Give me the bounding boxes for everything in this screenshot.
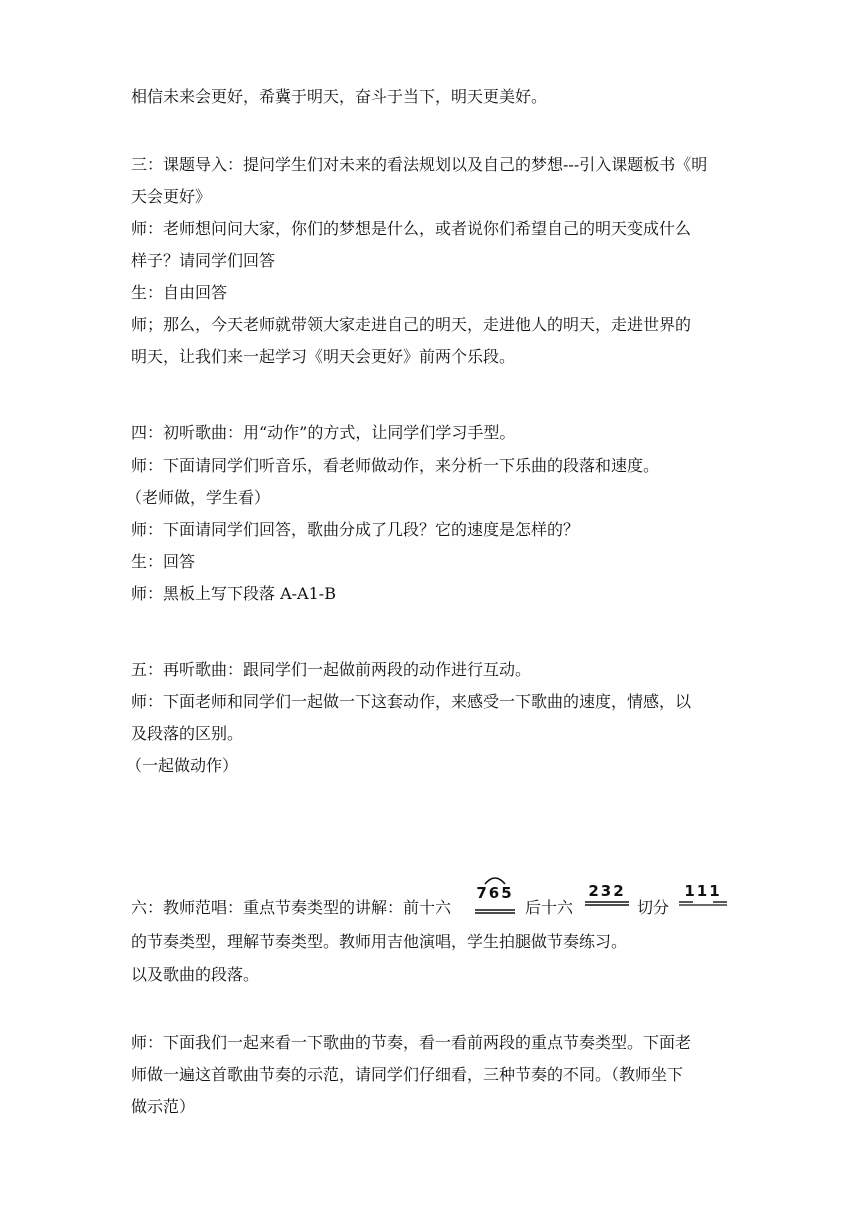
text-line: 生：自由回答 bbox=[131, 283, 228, 302]
text-line: 明天，让我们来一起学习《明天会更好》前两个乐段。 bbox=[131, 347, 516, 366]
text-line: 做示范） bbox=[131, 1097, 196, 1116]
text-line: 师：下面老师和同学们一起做一下这套动作，来感受一下歌曲的速度，情感，以 bbox=[131, 692, 692, 711]
text-line: 师：黑板上写下段落 A-A1-B bbox=[131, 584, 336, 603]
text-line: 及段落的区别。 bbox=[131, 724, 244, 743]
section-heading: 五：再听歌曲：跟同学们一起做前两段的动作进行互动。 bbox=[131, 660, 532, 679]
text-line: 以及歌曲的段落。 bbox=[131, 965, 260, 984]
text-line: （老师做，学生看） bbox=[126, 488, 271, 507]
section-heading: 三：课题导入：提问学生们对未来的看法规划以及自己的梦想---引入课题板书《明 bbox=[131, 155, 708, 174]
text-line: 师：下面我们一起来看一下歌曲的节奏，看一看前两段的重点节奏类型。下面老 bbox=[131, 1033, 692, 1052]
text-line: （一起做动作） bbox=[126, 756, 239, 775]
text-line: 样子？请同学们回答 bbox=[131, 251, 276, 270]
text-line: 天会更好》 bbox=[131, 187, 212, 206]
notation-syncopation: 111 bbox=[677, 882, 729, 922]
notation-back-sixteenth: 232 bbox=[581, 882, 633, 922]
text-line: 师：下面请同学们听音乐，看老师做动作，来分析一下乐曲的段落和速度。 bbox=[131, 456, 660, 475]
rhythm-line bbox=[131, 882, 751, 918]
text-line: 师；那么，今天老师就带领大家走进自己的明天，走进他人的明天，走进世界的 bbox=[131, 315, 692, 334]
rhythm-label-syncopation: 切分 bbox=[637, 898, 670, 917]
section-heading: 四：初听歌曲：用“动作”的方式，让同学们学习手型。 bbox=[131, 423, 516, 442]
text-line: 师：老师想问问大家，你们的梦想是什么，或者说你们希望自己的明天变成什么 bbox=[131, 219, 692, 238]
rhythm-prefix: 六：教师范唱：重点节奏类型的讲解：前十六 bbox=[131, 898, 452, 917]
text-line: 生：回答 bbox=[131, 552, 196, 571]
text-line: 的节奏类型，理解节奏类型。教师用吉他演唱，学生拍腿做节奏练习。 bbox=[131, 932, 628, 951]
text-line: 相信未来会更好，希冀于明天，奋斗于当下，明天更美好。 bbox=[131, 87, 548, 106]
notation-front-sixteenth: 765 bbox=[469, 874, 521, 914]
rhythm-label-back: 后十六 bbox=[525, 898, 574, 917]
text-line: 师：下面请同学们回答，歌曲分成了几段？它的速度是怎样的？ bbox=[131, 520, 580, 539]
text-line: 师做一遍这首歌曲节奏的示范，请同学们仔细看，三种节奏的不同。（教师坐下 bbox=[131, 1065, 684, 1084]
